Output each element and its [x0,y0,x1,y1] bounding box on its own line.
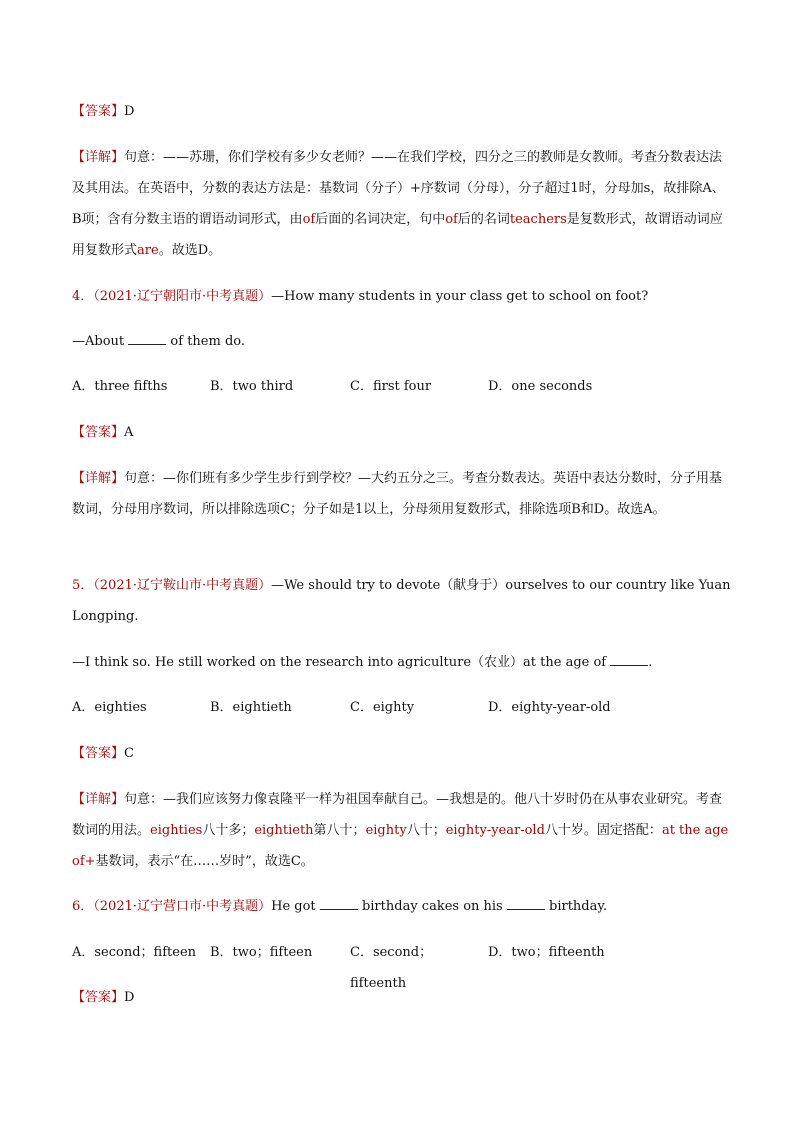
detail-text: 句意：——苏珊，你们学校有多少女老师？——在我们学校，四分之三的教师是女教师。考查分数表达法及其用法。在英语中，分数的表达方法是：基数词（分子）+序数词（分母），分子超过1时，分母加s，故排除A、B项；含有分数主语的谓语动词形式，由 [72,150,725,227]
answer-value: D [124,104,135,119]
q4-question [72,281,732,312]
option-a: A．eighties [72,700,147,715]
q4-line2 [72,326,732,357]
answer-value: A [124,425,134,440]
option-d: D．one seconds [488,379,593,394]
q5-options [72,692,732,723]
detail-text: 第八十； [313,823,366,838]
detail-highlight: eighties [150,823,203,838]
q6-stem-mid: birthday cakes on his [361,899,503,914]
option-a: A．second；fifteen [72,945,197,960]
option-c: C．second；fifteenth [350,945,433,991]
detail-highlight: at the age of+ [72,823,729,869]
q4-answer [72,417,732,448]
option-d: D．two；fifteenth [488,945,605,960]
q5-question [72,570,732,632]
detail-text: 是复数形式，故谓语动词应用复数形式 [72,212,723,258]
detail-tag: 【详解】 [72,792,125,807]
detail-text: 。故选D。 [158,243,222,258]
q6-stem-post: birthday. [549,899,608,914]
q5-line2 [72,647,732,678]
answer-tag: 【答案】 [72,425,125,440]
answer-tag: 【答案】 [72,746,125,761]
answer-blank [320,896,358,910]
detail-text: 八十； [406,823,446,838]
detail-highlight: eighty [365,823,407,838]
q4-line2-post: of them do. [170,334,245,349]
answer-value: D [124,990,135,1005]
detail-highlight: of [302,212,316,227]
option-b: B．eightieth [210,700,292,715]
q5-line2-pre: —I think so. He still worked on the research into agriculture（农业）at the age of [72,655,607,670]
answer-blank [128,331,166,345]
q6-source: 6．（2021·辽宁营口市·中考真题） [72,899,272,914]
q5-detail [72,784,732,877]
q4-detail [72,463,732,525]
detail-text: 基数词，表示“在……岁时”，故选C。 [95,854,314,869]
detail-text: 后的名词 [457,212,510,227]
option-d: D．eighty-year-old [488,700,611,715]
answer-tag: 【答案】 [72,990,125,1005]
option-c: C．eighty [350,700,415,715]
answer-blank [507,896,545,910]
detail-tag: 【详解】 [72,150,125,165]
detail-text: 后面的名词决定，句中 [315,212,446,227]
q6-answer [72,982,732,1013]
option-b: B．two；fifteen [210,945,313,960]
detail-highlight: of [445,212,458,227]
answer-value: C [124,746,134,761]
q5-line2-post: . [648,655,653,670]
q5-stem: —We should try to devote（献身于）ourselves to our country like Yuan Longping. [72,578,731,624]
detail-highlight: eighty-year-old [445,823,545,838]
detail-text: 句意：—你们班有多少学生步行到学校？—大约五分之三。考查分数表达。英语中表达分数时，分子用基数词，分母用序数词，所以排除选项C；分子如是1以上，分母须用复数形式，排除选项B和D。故选A。 [72,471,723,517]
detail-highlight: are [137,243,159,258]
answer-tag: 【答案】 [72,104,125,119]
detail-tag: 【详解】 [72,471,125,486]
q4-line2-pre: —About [72,334,125,349]
q4-stem: —How many students in your class get to school on foot? [271,289,649,304]
q3-answer [72,96,732,127]
q5-source: 5．（2021·辽宁鞍山市·中考真题） [72,578,272,593]
option-c: C．first four [350,379,432,394]
answer-blank [610,652,648,666]
detail-text: 句意：—我们应该努力像袁隆平一样为祖国奉献自己。—我想是的。他八十岁时仍在从事农业研究。考查数词的用法。 [72,792,723,838]
option-a: A．three fifths [72,379,168,394]
q4-source: 4．（2021·辽宁朝阳市·中考真题） [72,289,272,304]
option-b: B．two third [210,379,294,394]
q6-question [72,891,732,922]
detail-highlight: teachers [509,212,567,227]
q3-detail [72,142,732,266]
q5-answer [72,738,732,769]
detail-text: 八十岁。固定搭配： [544,823,662,838]
q6-stem-pre: He got [271,899,316,914]
detail-text: 八十多； [202,823,255,838]
q4-options [72,371,732,402]
detail-highlight: eightieth [254,823,314,838]
